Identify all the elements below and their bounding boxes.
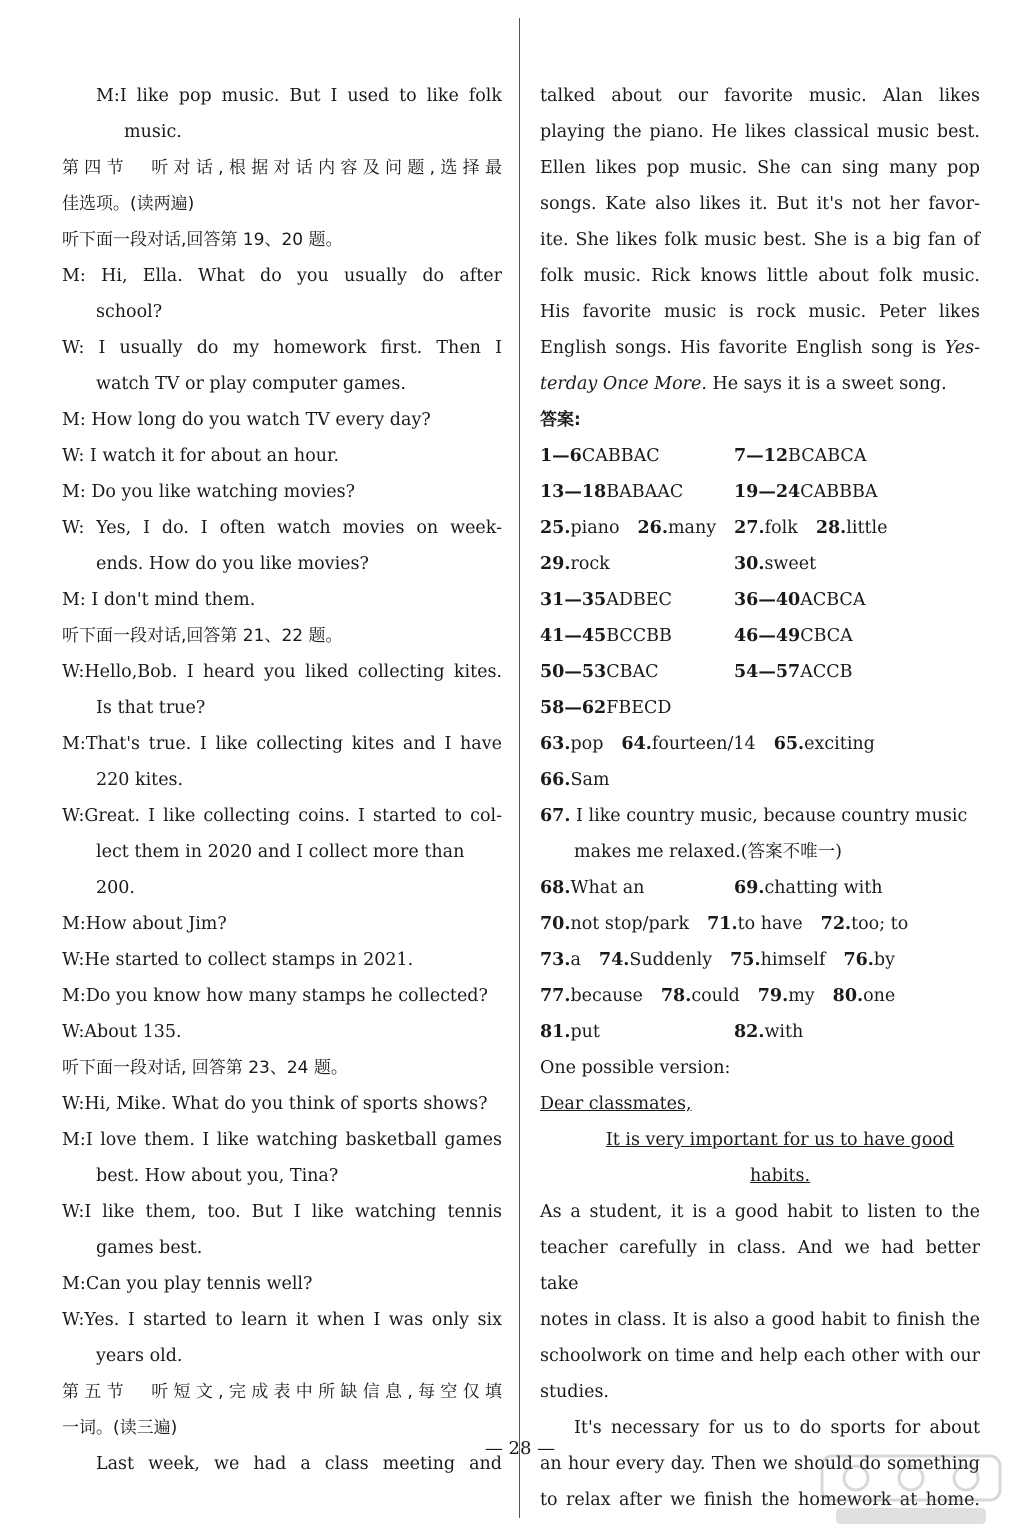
answer-item xyxy=(730,942,825,978)
answer-row xyxy=(540,942,980,978)
dialogue-line: M: Hi, Ella. What do you usually do after xyxy=(62,266,502,286)
answer-row xyxy=(540,438,980,474)
answer-item xyxy=(540,1014,716,1050)
answer-number: 71. xyxy=(707,914,738,934)
dialogue-line: M:I love them. I like watching basketball games xyxy=(62,1130,502,1150)
dialogue-line: M: Do you like watching movies? xyxy=(62,482,355,502)
answer-item xyxy=(540,906,689,942)
dialogue-line: M: How long do you watch TV every day? xyxy=(62,410,431,430)
answer-number: 67. xyxy=(540,806,571,826)
dialogue-line: music. xyxy=(124,122,182,142)
answer-value: himself xyxy=(760,950,826,970)
dialogue-line: games best. xyxy=(96,1238,203,1258)
answers-heading: 答案: xyxy=(540,410,581,430)
essay-line: As a student, it is a good habit to listen to the xyxy=(540,1202,980,1222)
answer-number: 46—49 xyxy=(734,626,801,646)
answer-item xyxy=(621,726,755,762)
answer-number: 75. xyxy=(730,950,761,970)
dialogue-line: W: Yes, I do. I often watch movies on week- xyxy=(62,518,502,538)
passage-text: English songs. His favorite English song is xyxy=(540,338,937,358)
answer-item xyxy=(843,942,895,978)
answer-number: 36—40 xyxy=(734,590,801,610)
answer-number: 73. xyxy=(540,950,571,970)
letter-greeting xyxy=(540,1086,980,1122)
answer-value: could xyxy=(691,986,740,1006)
passage-line: Ellen likes pop music. She can sing many pop xyxy=(540,158,980,178)
dialogue-line: M:How about Jim? xyxy=(62,914,227,934)
essay-line: an hour every day. Then we should do something xyxy=(540,1454,980,1474)
essay-line: schoolwork on time and help each other with our xyxy=(540,1346,980,1366)
answer-value: too; to xyxy=(851,914,909,934)
answer-row xyxy=(540,654,980,690)
dialogue-line: W:About 135. xyxy=(62,1022,182,1042)
answer-number: 7—12 xyxy=(734,446,789,466)
answer-number: 29. xyxy=(540,554,571,574)
answer-value: with xyxy=(764,1022,804,1042)
answer-value: Suddenly xyxy=(629,950,713,970)
essay-title xyxy=(540,1122,980,1194)
answer-item xyxy=(540,582,716,618)
answer-value: I like country music, because country music xyxy=(576,806,968,826)
answer-value: sweet xyxy=(764,554,817,574)
answer-item xyxy=(540,618,716,654)
answer-number: 13—18 xyxy=(540,482,607,502)
section-intro: 听下面一段对话,回答第 21、22 题。 xyxy=(62,626,343,646)
answer-number: 74. xyxy=(598,950,630,970)
answer-value: little xyxy=(846,518,888,538)
answer-row xyxy=(540,510,980,546)
answer-number: 80. xyxy=(832,986,864,1006)
answer-item xyxy=(661,978,740,1014)
answer-list xyxy=(540,438,980,798)
dialogue-line: W:He started to collect stamps in 2021. xyxy=(62,950,414,970)
dialogue-line: watch TV or play computer games. xyxy=(96,374,406,394)
answer-value: many xyxy=(667,518,717,538)
passage-line xyxy=(540,330,980,366)
answer-number: 70. xyxy=(540,914,571,934)
answer-item xyxy=(821,906,909,942)
essay-line: to relax after we finish the homework at home. xyxy=(540,1490,980,1510)
essay-line: notes in class. It is also a good habit to finish the xyxy=(540,1310,980,1330)
answer-number: 28. xyxy=(815,518,847,538)
answer-number: 1—6 xyxy=(540,446,582,466)
dialogue-line: 220 kites. xyxy=(96,770,184,790)
passage-line: folk music. Rick knows little about folk music. xyxy=(540,266,980,286)
page-number: — 28 — xyxy=(484,1438,556,1459)
dialogue-line: ends. How do you like movies? xyxy=(96,554,369,574)
section-heading: 第五节 听短文,完成表中所缺信息,每空仅填 xyxy=(62,1382,502,1402)
right-column xyxy=(540,78,980,1518)
answer-row xyxy=(540,978,980,1014)
answer-number: 72. xyxy=(820,914,852,934)
answer-number: 65. xyxy=(773,734,805,754)
passage-line: ite. She likes folk music best. She is a big fan of xyxy=(540,230,980,250)
watermark-logo-icon xyxy=(816,1450,1006,1530)
answer-value: CABBBA xyxy=(800,482,878,502)
answer-row xyxy=(540,762,980,798)
answer-value: FBECD xyxy=(606,698,672,718)
section-heading: 第四节 听对话,根据对话内容及问题,选择最 xyxy=(62,158,502,178)
answer-item xyxy=(540,546,716,582)
passage-line: Last week, we had a class meeting and xyxy=(96,1454,502,1474)
answer-row xyxy=(540,582,980,618)
answer-value: put xyxy=(570,1022,600,1042)
answer-item xyxy=(734,582,865,618)
passage-line xyxy=(540,366,980,402)
section-intro: 听下面一段对话, 回答第 23、24 题。 xyxy=(62,1058,348,1078)
answer-value: CBCA xyxy=(800,626,853,646)
dialogue-line: M:That's true. I like collecting kites and I have xyxy=(62,734,502,754)
answer-item xyxy=(774,726,875,762)
answer-number: 82. xyxy=(734,1022,765,1042)
dialogue-line: M:I like pop music. But I used to like folk xyxy=(96,86,502,106)
answer-number: 81. xyxy=(540,1022,571,1042)
answer-value: Sam xyxy=(570,770,610,790)
answer-value: CBAC xyxy=(606,662,659,682)
answer-row xyxy=(540,726,980,762)
answer-value: BCABCA xyxy=(788,446,867,466)
answer-item xyxy=(540,762,609,798)
section-heading: 佳选项。(读两遍) xyxy=(62,194,195,214)
dialogue-line: M: I don't mind them. xyxy=(62,590,256,610)
answer-number: 77. xyxy=(540,986,571,1006)
dialogue-line: W:Hello,Bob. I heard you liked collecting kites. xyxy=(62,662,502,682)
answer-number: 58—62 xyxy=(540,698,607,718)
essay-line: studies. xyxy=(540,1382,609,1402)
answer-value: because xyxy=(570,986,643,1006)
answer-value: ACBCA xyxy=(800,590,866,610)
answer-item xyxy=(707,906,803,942)
answer-row xyxy=(540,546,980,582)
answer-item xyxy=(638,510,717,546)
answer-number: 27. xyxy=(734,518,765,538)
dialogue-line: M:Can you play tennis well? xyxy=(62,1274,313,1294)
answer-number: 26. xyxy=(637,518,668,538)
dialogue-line: best. How about you, Tina? xyxy=(96,1166,339,1186)
answer-value: pop xyxy=(570,734,604,754)
answer-number: 19—24 xyxy=(734,482,801,502)
answer-item xyxy=(540,438,716,474)
answer-item xyxy=(734,510,798,546)
answer-value: chatting with xyxy=(764,878,883,898)
answer-value: a xyxy=(570,950,581,970)
answer-item xyxy=(540,510,620,546)
answer-item xyxy=(540,690,671,726)
answer-item xyxy=(734,618,853,654)
essay-title-text: It is very important for us to have good habits. xyxy=(605,1130,955,1186)
answer-number: 31—35 xyxy=(540,590,607,610)
answer-value: CABBAC xyxy=(581,446,660,466)
answer-number: 54—57 xyxy=(734,662,801,682)
answer-value: ADBEC xyxy=(606,590,672,610)
answer-number: 68. xyxy=(540,878,571,898)
version-label: One possible version: xyxy=(540,1058,731,1078)
answer-item xyxy=(734,474,877,510)
essay-line: teacher carefully in class. And we had better take xyxy=(540,1238,980,1294)
answer-item xyxy=(540,726,603,762)
answer-number: 25. xyxy=(540,518,571,538)
essay-line: It's necessary for us to do sports for about xyxy=(574,1418,980,1438)
song-title: terday Once More xyxy=(540,374,702,394)
answer-number: 69. xyxy=(734,878,765,898)
answer-number: 64. xyxy=(621,734,652,754)
answer-value: rock xyxy=(570,554,610,574)
answer-item xyxy=(540,942,581,978)
dialogue-line: school? xyxy=(96,302,163,322)
answer-item xyxy=(734,438,866,474)
answer-value: not stop/park xyxy=(570,914,690,934)
passage-line: talked about our favorite music. Alan likes xyxy=(540,86,980,106)
answer-item xyxy=(758,978,815,1014)
answer-value: my xyxy=(788,986,815,1006)
answer-item xyxy=(540,654,716,690)
answer-value: by xyxy=(873,950,895,970)
answer-item xyxy=(833,978,896,1014)
answer-number: 50—53 xyxy=(540,662,607,682)
answer-item xyxy=(734,870,883,906)
answer-row xyxy=(540,870,980,906)
song-title: Yes- xyxy=(944,338,980,358)
answer-item xyxy=(599,942,712,978)
answer-row xyxy=(540,474,980,510)
answer-number: 41—45 xyxy=(540,626,607,646)
answer-item xyxy=(816,510,888,546)
answer-row xyxy=(540,618,980,654)
left-column xyxy=(62,78,502,1482)
answer-value: exciting xyxy=(804,734,875,754)
answer-row xyxy=(540,690,980,726)
answer-item xyxy=(540,870,716,906)
dialogue-line: Is that true? xyxy=(96,698,206,718)
answer-value: ACCB xyxy=(800,662,853,682)
passage-line: playing the piano. He likes classical music best. xyxy=(540,122,980,142)
answer-row: makes me relaxed.(答案不唯一) xyxy=(574,842,842,862)
answer-item xyxy=(734,546,816,582)
answer-number: 30. xyxy=(734,554,765,574)
answer-item xyxy=(540,978,643,1014)
dialogue-line: W:I like them, too. But I like watching tennis xyxy=(62,1202,502,1222)
column-divider xyxy=(519,18,520,1518)
answer-row xyxy=(540,1014,980,1050)
answer-number: 63. xyxy=(540,734,571,754)
answer-value: one xyxy=(863,986,896,1006)
passage-line: His favorite music is rock music. Peter likes xyxy=(540,302,980,322)
answer-value: What an xyxy=(570,878,645,898)
dialogue-line: W: I watch it for about an hour. xyxy=(62,446,340,466)
section-intro: 听下面一段对话,回答第 19、20 题。 xyxy=(62,230,343,250)
dialogue-line: W:Hi, Mike. What do you think of sports shows? xyxy=(62,1094,488,1114)
passage-line: songs. Kate also likes it. But it's not her favor- xyxy=(540,194,980,214)
answer-value: BCCBB xyxy=(606,626,672,646)
answer-number: 76. xyxy=(843,950,874,970)
answer-number: 78. xyxy=(660,986,692,1006)
dialogue-line: years old. xyxy=(96,1346,183,1366)
answer-item xyxy=(540,474,716,510)
answer-item xyxy=(734,1014,803,1050)
dialogue-line: lect them in 2020 and I collect more than 200. xyxy=(96,842,465,898)
dialogue-line: M:Do you know how many stamps he collected? xyxy=(62,986,488,1006)
answer-value: BABAAC xyxy=(606,482,684,502)
answer-value: fourteen/14 xyxy=(651,734,756,754)
answer-row xyxy=(540,906,980,942)
answer-value: to have xyxy=(737,914,803,934)
answer-number: 79. xyxy=(757,986,789,1006)
passage-text: . He says it is a sweet song. xyxy=(701,374,947,394)
greeting-text: Dear classmates, xyxy=(540,1094,692,1114)
answer-value: piano xyxy=(570,518,620,538)
answer-value: folk xyxy=(764,518,798,538)
answer-list xyxy=(540,870,980,1050)
answer-item xyxy=(734,654,853,690)
section-heading: 一词。(读三遍) xyxy=(62,1418,178,1438)
answer-row xyxy=(540,798,980,834)
dialogue-line: W:Yes. I started to learn it when I was only six xyxy=(62,1310,502,1330)
dialogue-line: W:Great. I like collecting coins. I started to col- xyxy=(62,806,502,826)
dialogue-line: W: I usually do my homework first. Then I xyxy=(62,338,502,358)
answer-number: 66. xyxy=(540,770,571,790)
